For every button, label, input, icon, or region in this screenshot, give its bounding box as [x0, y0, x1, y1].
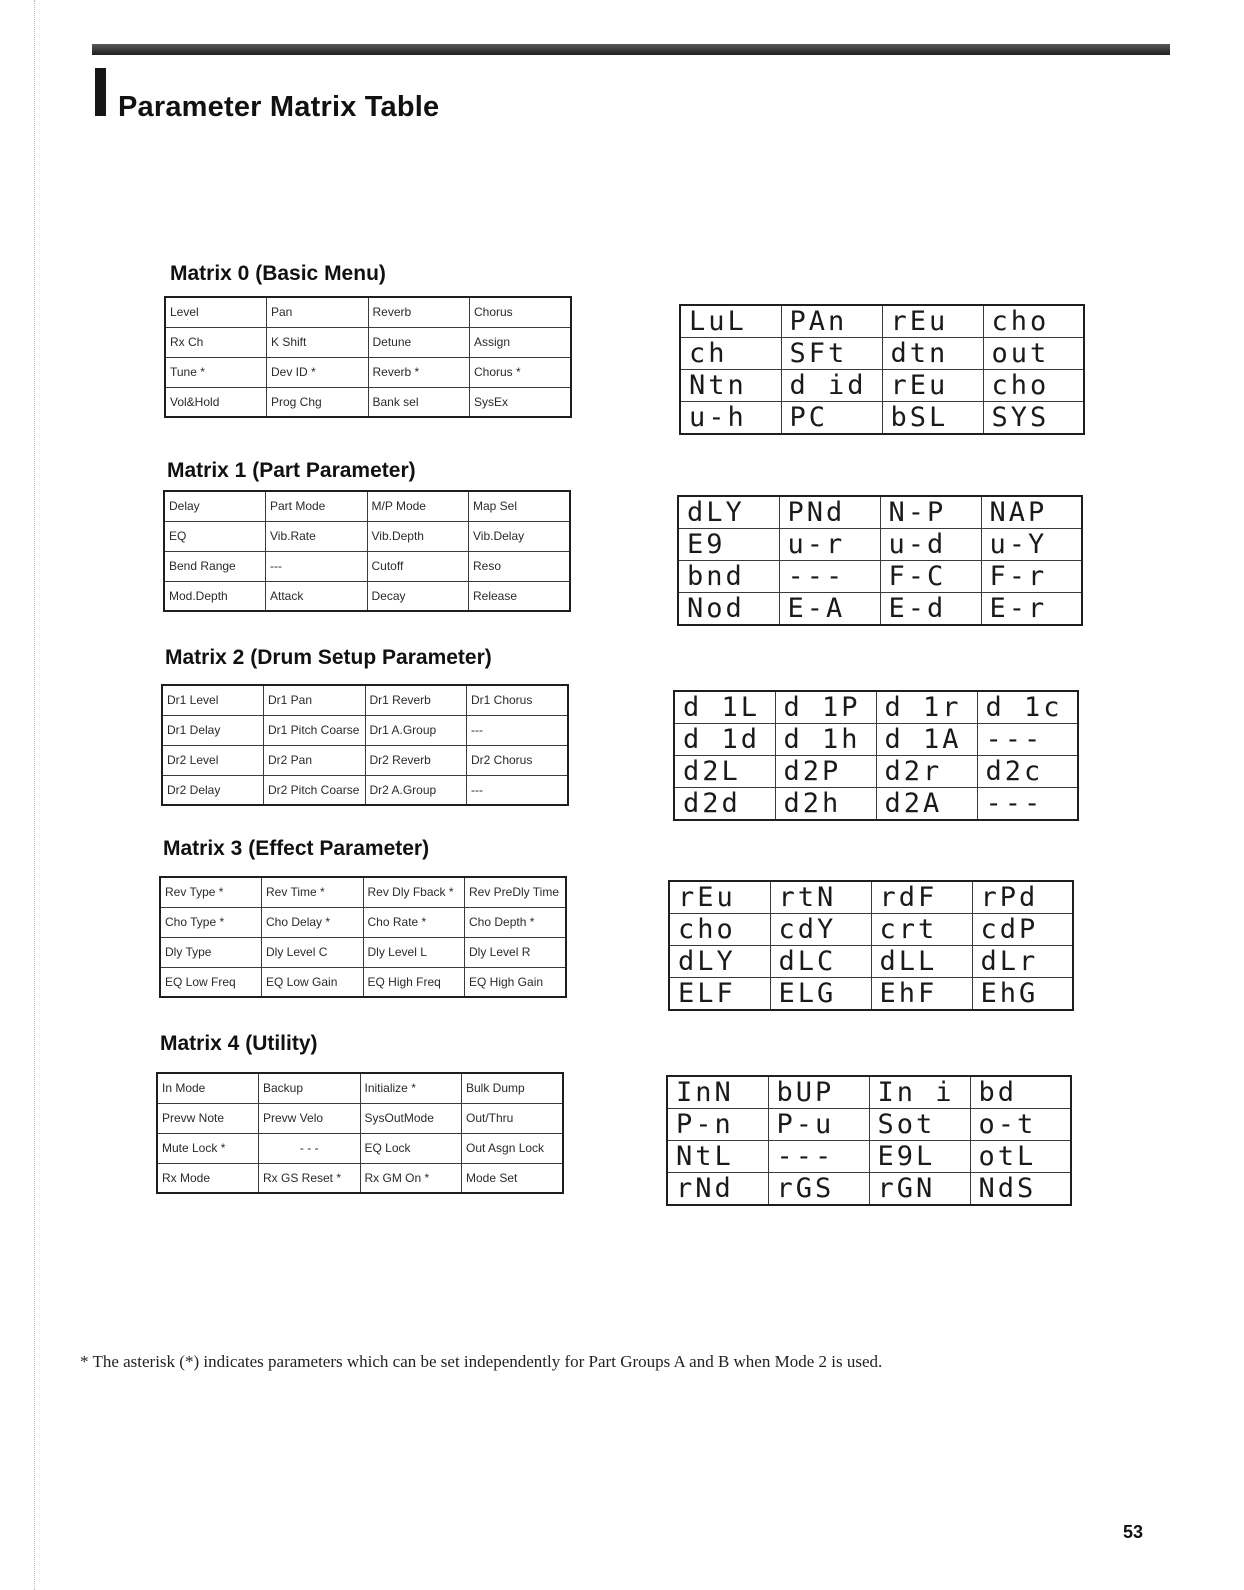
- lcd-cell: PNd: [779, 496, 880, 529]
- lcd-cell: d2L: [674, 756, 775, 788]
- param-cell: ---: [467, 715, 569, 745]
- param-cell: Cho Depth *: [465, 907, 567, 937]
- lcd-cell: d2h: [775, 788, 876, 821]
- lcd-cell: dLr: [972, 946, 1073, 978]
- table-row: [164, 521, 570, 551]
- table-row: [678, 529, 1082, 561]
- param-cell: Out Asgn Lock: [462, 1133, 564, 1163]
- table-row: [157, 1073, 563, 1103]
- param-cell: Prevw Note: [157, 1103, 259, 1133]
- lcd-cell: d 1h: [775, 724, 876, 756]
- lcd-cell: InN: [667, 1076, 768, 1109]
- param-cell: Dr1 Delay: [162, 715, 264, 745]
- param-cell: Out/Thru: [462, 1103, 564, 1133]
- param-cell: Tune *: [165, 357, 267, 387]
- param-cell: Rx Mode: [157, 1163, 259, 1193]
- lcd-cell: rdF: [871, 881, 972, 914]
- lcd-cell: NtL: [667, 1141, 768, 1173]
- lcd-cell: N-P: [880, 496, 981, 529]
- param-cell: Dev ID *: [267, 357, 369, 387]
- param-cell: ---: [467, 775, 569, 805]
- param-cell: In Mode: [157, 1073, 259, 1103]
- lcd-cell: ---: [977, 788, 1078, 821]
- param-cell: Delay: [164, 491, 266, 521]
- lcd-cell: EhF: [871, 978, 972, 1011]
- param-cell: Dr2 Level: [162, 745, 264, 775]
- lcd-cell: Ntn: [680, 370, 781, 402]
- lcd-cell: SFt: [781, 338, 882, 370]
- matrix-0-title: Matrix 0 (Basic Menu): [170, 262, 386, 285]
- page-number: 53: [1123, 1522, 1144, 1542]
- lcd-cell: rtN: [770, 881, 871, 914]
- lcd-cell: d id: [781, 370, 882, 402]
- table-row: [162, 775, 568, 805]
- lcd-cell: E-r: [981, 593, 1082, 626]
- param-cell: ---: [266, 551, 368, 581]
- lcd-cell: rNd: [667, 1173, 768, 1206]
- lcd-cell: d 1A: [876, 724, 977, 756]
- param-cell: Chorus *: [470, 357, 572, 387]
- param-cell: Release: [469, 581, 571, 611]
- lcd-cell: ---: [779, 561, 880, 593]
- lcd-cell: d2A: [876, 788, 977, 821]
- param-cell: Bank sel: [368, 387, 470, 417]
- param-cell: Reverb *: [368, 357, 470, 387]
- lcd-cell: Sot: [869, 1109, 970, 1141]
- lcd-cell: u-r: [779, 529, 880, 561]
- lcd-cell: cdP: [972, 914, 1073, 946]
- table-row: [164, 491, 570, 521]
- param-cell: Cho Rate *: [363, 907, 465, 937]
- lcd-cell: bnd: [678, 561, 779, 593]
- table-row: [165, 357, 571, 387]
- lcd-cell: crt: [871, 914, 972, 946]
- param-cell: Dr1 Pitch Coarse: [264, 715, 366, 745]
- lcd-cell: cdY: [770, 914, 871, 946]
- matrix-1-lcd-table: [677, 495, 1083, 626]
- table-row: [667, 1173, 1071, 1206]
- lcd-cell: d 1r: [876, 691, 977, 724]
- lcd-cell: SYS: [983, 402, 1084, 435]
- lcd-cell: cho: [983, 305, 1084, 338]
- param-cell: EQ High Freq: [363, 967, 465, 997]
- matrix-1-title: Matrix 1 (Part Parameter): [167, 459, 416, 482]
- table-row: [674, 756, 1078, 788]
- lcd-cell: rGS: [768, 1173, 869, 1206]
- param-cell: Attack: [266, 581, 368, 611]
- param-cell: Dr2 Delay: [162, 775, 264, 805]
- lcd-cell: E9: [678, 529, 779, 561]
- lcd-cell: E-A: [779, 593, 880, 626]
- table-row: [680, 402, 1084, 435]
- lcd-cell: d2d: [674, 788, 775, 821]
- param-cell: K Shift: [267, 327, 369, 357]
- param-cell: SysEx: [470, 387, 572, 417]
- table-row: [678, 496, 1082, 529]
- lcd-cell: cho: [983, 370, 1084, 402]
- param-cell: Rev Time *: [262, 877, 364, 907]
- lcd-cell: cho: [669, 914, 770, 946]
- table-row: [667, 1076, 1071, 1109]
- lcd-cell: d 1c: [977, 691, 1078, 724]
- param-cell: Dr2 Chorus: [467, 745, 569, 775]
- table-row: [674, 691, 1078, 724]
- param-cell: Dly Type: [160, 937, 262, 967]
- table-row: [669, 978, 1073, 1011]
- param-cell: Dr1 A.Group: [365, 715, 467, 745]
- param-cell: Dr2 A.Group: [365, 775, 467, 805]
- lcd-cell: rEu: [882, 305, 983, 338]
- param-cell: Cutoff: [367, 551, 469, 581]
- param-cell: Dly Level L: [363, 937, 465, 967]
- table-row: [680, 338, 1084, 370]
- param-cell: Dr1 Pan: [264, 685, 366, 715]
- lcd-cell: d2r: [876, 756, 977, 788]
- lcd-cell: u-d: [880, 529, 981, 561]
- param-cell: Rev Type *: [160, 877, 262, 907]
- lcd-cell: out: [983, 338, 1084, 370]
- param-cell: Rx GM On *: [360, 1163, 462, 1193]
- param-cell: Decay: [367, 581, 469, 611]
- lcd-cell: dLC: [770, 946, 871, 978]
- param-cell: Cho Type *: [160, 907, 262, 937]
- scan-edge-line: [34, 0, 35, 1590]
- lcd-cell: LuL: [680, 305, 781, 338]
- table-row: [160, 937, 566, 967]
- lcd-cell: P-n: [667, 1109, 768, 1141]
- param-cell: Prog Chg: [267, 387, 369, 417]
- lcd-cell: dLY: [669, 946, 770, 978]
- table-row: [162, 745, 568, 775]
- lcd-cell: rPd: [972, 881, 1073, 914]
- param-cell: Mute Lock *: [157, 1133, 259, 1163]
- param-cell: Dly Level C: [262, 937, 364, 967]
- table-row: [160, 907, 566, 937]
- param-cell: EQ Low Gain: [262, 967, 364, 997]
- lcd-cell: dtn: [882, 338, 983, 370]
- table-row: [164, 551, 570, 581]
- param-cell: Vib.Depth: [367, 521, 469, 551]
- param-cell: EQ Low Freq: [160, 967, 262, 997]
- param-cell: - - -: [259, 1133, 361, 1163]
- param-cell: Initialize *: [360, 1073, 462, 1103]
- param-cell: Dr1 Chorus: [467, 685, 569, 715]
- footnote: * The asterisk (*) indicates parameters which can be set independently for Part Groups A and B when Mode 2 is used.: [80, 1352, 883, 1371]
- param-cell: Rev PreDly Time: [465, 877, 567, 907]
- header-rule: [92, 44, 1170, 55]
- param-cell: Dly Level R: [465, 937, 567, 967]
- lcd-cell: ELF: [669, 978, 770, 1011]
- table-row: [674, 788, 1078, 821]
- param-cell: Level: [165, 297, 267, 327]
- param-cell: EQ Lock: [360, 1133, 462, 1163]
- table-row: [669, 914, 1073, 946]
- lcd-cell: dLL: [871, 946, 972, 978]
- table-row: [165, 327, 571, 357]
- page-title: Parameter Matrix Table: [118, 91, 440, 123]
- param-cell: Dr2 Pan: [264, 745, 366, 775]
- lcd-cell: NAP: [981, 496, 1082, 529]
- param-cell: Dr2 Reverb: [365, 745, 467, 775]
- param-cell: M/P Mode: [367, 491, 469, 521]
- matrix-4-lcd-table: [666, 1075, 1072, 1206]
- lcd-cell: rEu: [882, 370, 983, 402]
- param-cell: Dr1 Reverb: [365, 685, 467, 715]
- matrix-2-lcd-table: [673, 690, 1079, 821]
- lcd-cell: F-r: [981, 561, 1082, 593]
- title-marker-bar: [95, 68, 106, 116]
- lcd-cell: PAn: [781, 305, 882, 338]
- param-cell: Part Mode: [266, 491, 368, 521]
- param-cell: EQ: [164, 521, 266, 551]
- lcd-cell: ---: [977, 724, 1078, 756]
- lcd-cell: PC: [781, 402, 882, 435]
- lcd-cell: P-u: [768, 1109, 869, 1141]
- param-cell: Dr2 Pitch Coarse: [264, 775, 366, 805]
- matrix-2-title: Matrix 2 (Drum Setup Parameter): [165, 646, 492, 669]
- lcd-cell: rEu: [669, 881, 770, 914]
- param-cell: Vib.Delay: [469, 521, 571, 551]
- lcd-cell: d 1P: [775, 691, 876, 724]
- matrix-4-title: Matrix 4 (Utility): [160, 1032, 318, 1055]
- lcd-cell: bUP: [768, 1076, 869, 1109]
- lcd-cell: dLY: [678, 496, 779, 529]
- table-row: [678, 593, 1082, 626]
- table-row: [157, 1163, 563, 1193]
- param-cell: Bend Range: [164, 551, 266, 581]
- table-row: [667, 1141, 1071, 1173]
- param-cell: Mod.Depth: [164, 581, 266, 611]
- table-row: [678, 561, 1082, 593]
- lcd-cell: ---: [768, 1141, 869, 1173]
- table-row: [680, 305, 1084, 338]
- param-cell: Map Sel: [469, 491, 571, 521]
- lcd-cell: u-Y: [981, 529, 1082, 561]
- param-cell: Dr1 Level: [162, 685, 264, 715]
- lcd-cell: E-d: [880, 593, 981, 626]
- lcd-cell: o-t: [970, 1109, 1071, 1141]
- matrix-3-title: Matrix 3 (Effect Parameter): [163, 837, 430, 860]
- param-cell: EQ High Gain: [465, 967, 567, 997]
- lcd-cell: In i: [869, 1076, 970, 1109]
- lcd-cell: d 1d: [674, 724, 775, 756]
- param-cell: Vib.Rate: [266, 521, 368, 551]
- table-row: [162, 715, 568, 745]
- table-row: [165, 297, 571, 327]
- lcd-cell: EhG: [972, 978, 1073, 1011]
- matrix-3-lcd-table: [668, 880, 1074, 1011]
- table-row: [160, 967, 566, 997]
- table-row: [669, 881, 1073, 914]
- table-row: [162, 685, 568, 715]
- lcd-cell: Nod: [678, 593, 779, 626]
- param-cell: Rx Ch: [165, 327, 267, 357]
- param-cell: Backup: [259, 1073, 361, 1103]
- table-row: [669, 946, 1073, 978]
- param-cell: Prevw Velo: [259, 1103, 361, 1133]
- matrix-0-lcd-table: [679, 304, 1085, 435]
- table-row: [157, 1103, 563, 1133]
- param-cell: Pan: [267, 297, 369, 327]
- param-cell: SysOutMode: [360, 1103, 462, 1133]
- table-row: [667, 1109, 1071, 1141]
- param-cell: Reverb: [368, 297, 470, 327]
- lcd-cell: bd: [970, 1076, 1071, 1109]
- param-cell: Chorus: [470, 297, 572, 327]
- lcd-cell: ch: [680, 338, 781, 370]
- lcd-cell: bSL: [882, 402, 983, 435]
- param-cell: Rx GS Reset *: [259, 1163, 361, 1193]
- lcd-cell: u-h: [680, 402, 781, 435]
- param-cell: Reso: [469, 551, 571, 581]
- table-row: [157, 1133, 563, 1163]
- lcd-cell: d2P: [775, 756, 876, 788]
- lcd-cell: d 1L: [674, 691, 775, 724]
- matrix-0-param-table: [164, 296, 572, 418]
- lcd-cell: rGN: [869, 1173, 970, 1206]
- matrix-3-param-table: [159, 876, 567, 998]
- lcd-cell: otL: [970, 1141, 1071, 1173]
- param-cell: Assign: [470, 327, 572, 357]
- lcd-cell: F-C: [880, 561, 981, 593]
- param-cell: Mode Set: [462, 1163, 564, 1193]
- param-cell: Rev Dly Fback *: [363, 877, 465, 907]
- param-cell: Cho Delay *: [262, 907, 364, 937]
- lcd-cell: NdS: [970, 1173, 1071, 1206]
- matrix-4-param-table: [156, 1072, 564, 1194]
- lcd-cell: d2c: [977, 756, 1078, 788]
- param-cell: Bulk Dump: [462, 1073, 564, 1103]
- table-row: [160, 877, 566, 907]
- table-row: [680, 370, 1084, 402]
- matrix-1-param-table: [163, 490, 571, 612]
- matrix-2-param-table: [161, 684, 569, 806]
- lcd-cell: E9L: [869, 1141, 970, 1173]
- param-cell: Detune: [368, 327, 470, 357]
- lcd-cell: ELG: [770, 978, 871, 1011]
- table-row: [674, 724, 1078, 756]
- table-row: [164, 581, 570, 611]
- table-row: [165, 387, 571, 417]
- param-cell: Vol&Hold: [165, 387, 267, 417]
